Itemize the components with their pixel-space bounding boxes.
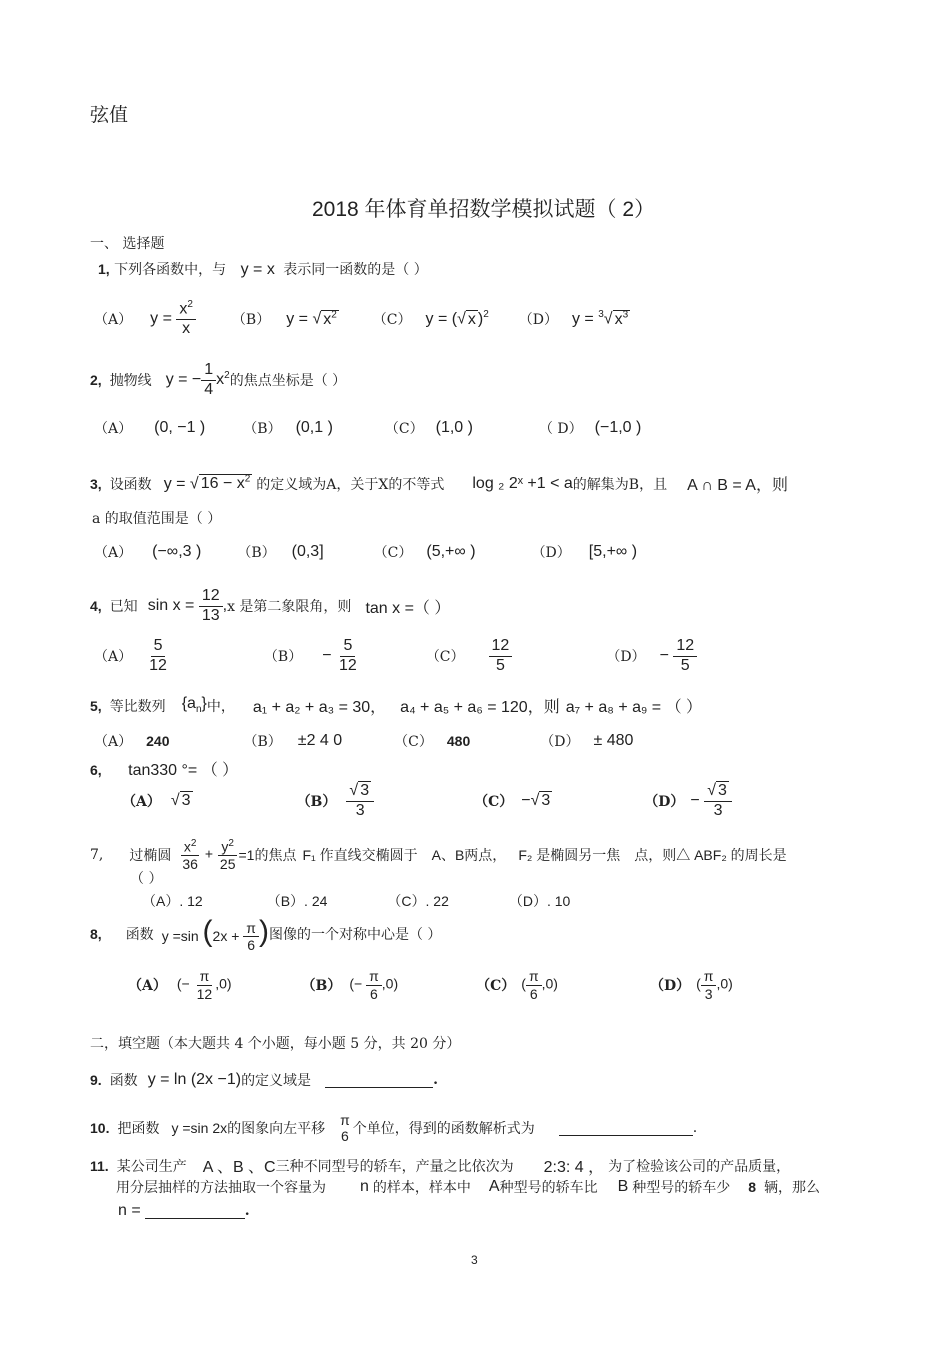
q2-rest: 的焦点坐标是（ ） bbox=[229, 373, 347, 389]
q4-text: 已知 bbox=[109, 599, 138, 615]
question-4: 4, 已知 sin x = $\frac{12}{13}$ , x 是第二象限角，则 tan x =（ ） bbox=[90, 587, 451, 624]
q3-line2: a 的取值范围是（ ） bbox=[92, 511, 222, 527]
q7-opt-a: （A）. 12 bbox=[142, 893, 203, 909]
q5-text: 等比数列 bbox=[109, 698, 166, 715]
q11-eight: 8 bbox=[748, 1179, 757, 1195]
q11-abc: A 、B 、C bbox=[202, 1159, 276, 1176]
q11-answer-blank[interactable] bbox=[145, 1204, 245, 1219]
q3-opt-a-value: (−∞,3 ) bbox=[152, 543, 202, 560]
q9-end: . bbox=[433, 1072, 438, 1088]
q3-opt-d: （D） bbox=[531, 545, 571, 561]
q1-opt-d: （D） bbox=[518, 312, 558, 328]
q11-a: A bbox=[488, 1178, 500, 1195]
q10-text: 把函数 bbox=[117, 1121, 160, 1137]
q4-tan: tan x =（ ） bbox=[365, 599, 451, 617]
q6-opt-b: （B） bbox=[296, 794, 337, 810]
q6-options: （A） √ 3 （B） $\frac{√ 3}{3}$ （C） −√ 3 （D） − $\frac{√ 3}{3}$ bbox=[122, 778, 732, 824]
q2-opt-a: （A） bbox=[94, 421, 133, 437]
q11-line2e: 辆，那么 bbox=[764, 1180, 821, 1196]
q6-text: tan330 °= （ ） bbox=[128, 762, 239, 779]
q8-rest: 图像的一个对称中心是（ ） bbox=[268, 927, 442, 943]
q3-opt-a: （A） bbox=[94, 545, 133, 561]
q11-line2c: 种型号的轿车比 bbox=[499, 1180, 598, 1196]
q1-expr: y = x bbox=[240, 261, 275, 278]
q10-mid: 的图象向左平移 bbox=[227, 1121, 326, 1137]
q10-answer-blank[interactable] bbox=[559, 1121, 693, 1136]
q7-opt-b: （B）. 24 bbox=[266, 893, 328, 909]
q7-rest: 点，则△ ABF₂ 的周长是 bbox=[634, 847, 787, 863]
q10-end: . bbox=[692, 1120, 698, 1136]
q9-number: 9. bbox=[90, 1072, 102, 1088]
q11-line3 bbox=[118, 1202, 250, 1220]
section-heading-fill: 二，填空题（本大题共 4 个小题，每小题 5 分，共 20 分） bbox=[90, 1036, 461, 1052]
page-title: 2018 年体育单招数学模拟试题（ 2） bbox=[312, 198, 656, 221]
q1-options: （A） y = $\frac{x^2}{x}$ （B） y = √ $x^2$ （C） y = (√ x )$^2$ （D） y = $^3$√ $x^3$ bbox=[94, 299, 629, 338]
q7-mid: =1的焦点 bbox=[238, 847, 297, 863]
q6-number: 6, bbox=[90, 762, 102, 778]
q5-opt-d: （D） bbox=[540, 734, 580, 750]
q7-opt-c: （C）. 22 bbox=[387, 893, 449, 909]
q3-opt-b: （B） bbox=[237, 545, 276, 561]
q11-n: n bbox=[360, 1178, 369, 1195]
question-6 bbox=[90, 757, 238, 780]
q4-opt-d: （D） bbox=[606, 649, 646, 665]
q8-opt-a: （A） bbox=[128, 978, 167, 994]
top-word: 弦值 bbox=[90, 104, 129, 126]
q10-expr: y =sin 2x bbox=[171, 1120, 228, 1136]
question-2: 2, 抛物线 y = − $\frac{1}{4}$ $x^2$ 的焦点坐标是（ ） bbox=[90, 361, 347, 398]
q3-number: 3, bbox=[90, 475, 102, 492]
q8-opt-c: （C） bbox=[476, 978, 516, 994]
q5-number: 5, bbox=[90, 697, 102, 714]
question-7: 7, 过椭圆 $\frac{x^2}{36}$ + $\frac{y^2}{25}$ =1的焦点 F₁ 作直线交椭圆于 A、B两点， F₂ 是椭圆另一焦 点，则△ ABF₂ 的周长是 bbox=[90, 838, 787, 872]
question-9 bbox=[90, 1070, 438, 1090]
q2-opt-d-value: (−1,0 ) bbox=[594, 419, 642, 436]
q11-line2a: 用分层抽样的方法抽取一个容量为 bbox=[116, 1180, 326, 1196]
q6-opt-a: （A） bbox=[122, 794, 161, 810]
q3-log: log ₂ 2ˣ +1 < a bbox=[472, 474, 573, 492]
q2-opt-b: （B） bbox=[243, 421, 282, 437]
question-3: 3, 设函数 y = √ $16 - x^2$ 的定义域为A，关于X的不等式 log ₂ 2ˣ +1 < a 的解集为B，且 A ∩ B = A，则 bbox=[90, 473, 788, 494]
q5-eq1: a₁ + a₂ + a₃ = 30， bbox=[252, 699, 387, 716]
q1-number: 1, bbox=[98, 261, 110, 277]
q8-opt-d: （D） bbox=[649, 978, 691, 994]
q7-paren: （ ） bbox=[130, 871, 163, 887]
q5-eq2: a₄ + a₅ + a₆ = 120，则 bbox=[400, 699, 560, 716]
q5-opt-c: （C） bbox=[394, 734, 433, 750]
q8-text: 函数 bbox=[125, 927, 154, 943]
q2-options bbox=[94, 418, 641, 438]
q11-number: 11. bbox=[90, 1157, 109, 1174]
q3-mid: 的定义域为A，关于X的不等式 bbox=[256, 476, 445, 493]
q8-options: （A） (− $\frac{\pi}{12}$ ,0) （B） (− $\frac{\pi}{6}$ ,0) （C） ( $\frac{\pi}{6}$ ,0) （D） ( $\frac{\pi}{3}$ ,0) bbox=[128, 968, 733, 1002]
section-heading-choice: 一、 选择题 bbox=[90, 236, 165, 252]
q4-mid: x 是第二象限角，则 bbox=[227, 599, 352, 615]
q1-opt-a: （A） bbox=[94, 312, 133, 328]
q7-options bbox=[142, 891, 570, 911]
q11-text: 某公司生产 bbox=[116, 1158, 187, 1175]
q6-opt-c: （C） bbox=[474, 794, 514, 810]
q8-opt-b: （B） bbox=[301, 978, 342, 994]
q7-opt-d: （D）. 10 bbox=[508, 893, 571, 909]
q5-opt-a: （A） bbox=[94, 734, 133, 750]
q10-rest: 个单位，得到的函数解析式为 bbox=[352, 1121, 535, 1137]
q4-opt-c: （C） bbox=[425, 649, 465, 665]
q5-opt-b: （B） bbox=[243, 734, 282, 750]
q7-number: 7, bbox=[90, 847, 104, 863]
q10-number: 10. bbox=[90, 1120, 110, 1136]
question-8: 8, 函数 y =sin (2x + $\frac{\pi}{6}$ ) 图像的一个对称中心是（ ） bbox=[90, 914, 442, 954]
q5-opt-b-value: ±2 4 0 bbox=[297, 732, 343, 749]
q3-opt-d-value: [5,+∞ ) bbox=[588, 543, 638, 560]
q6-opt-d: （D） bbox=[644, 794, 685, 810]
q7-ab: A、B两点， bbox=[431, 847, 507, 863]
q1-rest: 表示同一函数的是（ ） bbox=[283, 262, 428, 278]
q2-opt-c: （C） bbox=[384, 421, 424, 437]
q11-line2b: 的样本，样本中 bbox=[372, 1180, 471, 1196]
q11-mid: 三种不同型号的轿车，产量之比依次为 bbox=[275, 1158, 514, 1175]
q3-opt-c-value: (5,+∞ ) bbox=[426, 543, 476, 560]
q11-rest: 为了检验该公司的产品质量， bbox=[608, 1158, 791, 1175]
question-5: 5, 等比数列 $\{a_n\}$ 中， a₁ + a₂ + a₃ = 30， a₄ + a₅ + a₆ = 120，则 a₇ + a₈ + a₉ = （ ） bbox=[90, 695, 703, 716]
q2-opt-d: （ D） bbox=[538, 421, 583, 437]
question-1 bbox=[98, 259, 428, 279]
q3-text: 设函数 bbox=[109, 476, 152, 493]
q4-opt-a: （A） bbox=[94, 649, 133, 665]
q5-options bbox=[94, 731, 633, 751]
q11-ratio: 2:3: 4 ， bbox=[543, 1159, 605, 1176]
q5-opt-d-value: ± 480 bbox=[593, 732, 634, 749]
q9-text: 函数 bbox=[109, 1073, 138, 1089]
q4-options: （A） $\frac{5}{12}$ （B） − $\frac{5}{12}$ （C） $\frac{12}{5}$ （D） − $\frac{12}{5}$ bbox=[94, 632, 697, 680]
q11-line3-label: n = bbox=[118, 1202, 141, 1219]
q7-f2: F₂ 是椭圆另一焦 bbox=[518, 847, 621, 863]
q3-opt-b-value: (0,3] bbox=[291, 543, 324, 560]
q4-opt-b: （B） bbox=[263, 649, 303, 665]
q7-f1: F₁ 作直线交椭圆于 bbox=[302, 847, 418, 863]
q8-number: 8, bbox=[90, 926, 102, 942]
q5-opt-c-value: 480 bbox=[446, 733, 471, 749]
q1-opt-c: （C） bbox=[372, 312, 412, 328]
q5-opt-a-value: 240 bbox=[146, 733, 170, 749]
q2-text: 抛物线 bbox=[109, 373, 152, 389]
q9-answer-blank[interactable] bbox=[325, 1073, 433, 1088]
q11-b: B bbox=[617, 1178, 629, 1195]
question-11 bbox=[90, 1154, 790, 1177]
q2-opt-a-value: (0, −1 ) bbox=[154, 419, 206, 436]
q11-line2 bbox=[116, 1177, 820, 1197]
q1-text: 下列各函数中，与 bbox=[114, 262, 227, 278]
q3-options bbox=[94, 542, 637, 562]
q3-opt-c: （C） bbox=[373, 545, 413, 561]
q5-mid: 中， bbox=[206, 698, 235, 715]
q1-opt-b: （B） bbox=[231, 312, 271, 328]
q5-eq3: a₇ + a₈ + a₉ = （ ） bbox=[565, 699, 703, 716]
page-number: 3 bbox=[471, 1253, 478, 1267]
q2-number: 2, bbox=[90, 372, 102, 388]
q9-expr: y = ln (2x −1) bbox=[147, 1071, 242, 1088]
q11-line2d: 种型号的轿车少 bbox=[632, 1180, 731, 1196]
q3-rest: 的解集为B，且 bbox=[572, 476, 668, 493]
q11-end: . bbox=[244, 1203, 250, 1219]
question-10: 10. 把函数 y =sin 2x 的图象向左平移 π 6 个单位，得到的函数解析式为 . bbox=[90, 1111, 698, 1144]
q7-text: 过椭圆 bbox=[129, 848, 172, 864]
q9-rest: 的定义域是 bbox=[241, 1073, 312, 1089]
q2-opt-b-value: (0,1 ) bbox=[295, 419, 333, 436]
q2-opt-c-value: (1,0 ) bbox=[435, 419, 473, 436]
q4-number: 4, bbox=[90, 598, 102, 614]
q3-cond: A ∩ B = A，则 bbox=[687, 477, 788, 494]
